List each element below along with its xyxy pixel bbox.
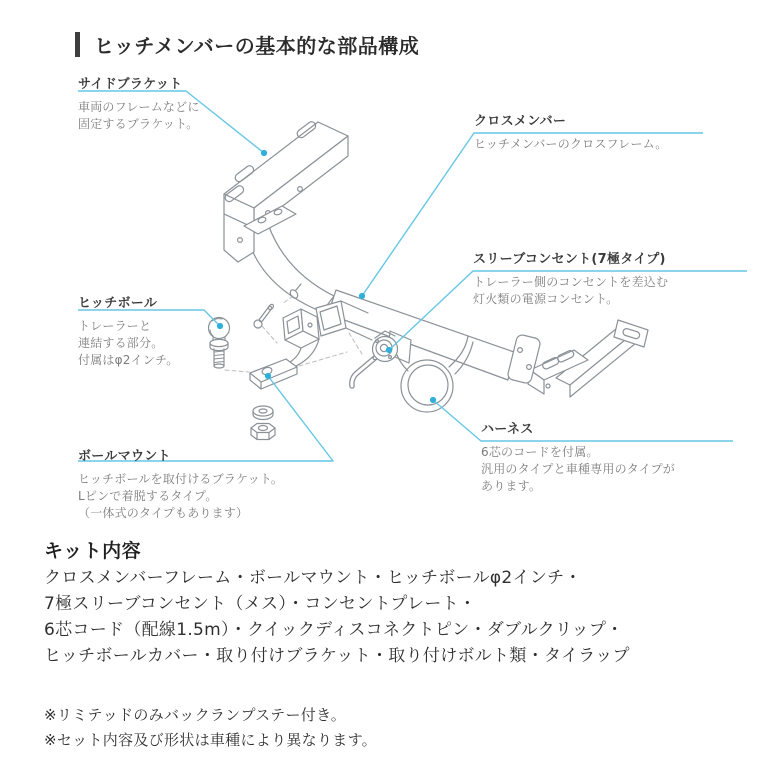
part-title: スリーブコンセント(7極タイプ) (473, 252, 666, 267)
kit-line: 7極スリーブコンセント（メス）・コンセントプレート・ (44, 594, 477, 614)
kit-heading: キット内容 (44, 540, 142, 562)
part-title: サイドブラケット (78, 77, 183, 92)
label-cross-member (474, 110, 667, 153)
footnotes (44, 703, 377, 753)
part-title: ボールマウント (78, 449, 171, 464)
part-description: 6芯のコードを付属。 汎用のタイプと車種専用のタイプが あります。 (481, 445, 676, 493)
part-title: クロスメンバー (474, 114, 567, 129)
side-bracket-drawing (224, 120, 348, 262)
quick-pin-drawing (254, 303, 274, 328)
kit-contents (44, 565, 630, 669)
right-side-bracket-drawing (528, 320, 648, 397)
kit-line: ヒッチボールカバー・取り付けブラケット・取り付けボルト類・タイラップ (44, 646, 630, 666)
footnote: ※リミテッドのみバックランプステー付き。 (44, 706, 347, 724)
footnote: ※セット内容及び形状は車種により異なります。 (44, 731, 377, 749)
part-description: ヒッチメンバーのクロスフレーム。 (474, 137, 668, 151)
page-header (75, 30, 419, 59)
label-harness (481, 418, 675, 495)
label-ball-mount (78, 445, 283, 522)
part-description: ヒッチボールを取付けるブラケット。 Lピンで着脱するタイプ。 （一体式のタイプもあります） (78, 472, 284, 520)
part-title: ハーネス (481, 422, 534, 437)
part-title: ヒッチボール (78, 296, 158, 311)
washer-drawing (253, 406, 273, 420)
nut-drawing (251, 424, 275, 440)
label-side-bracket (78, 73, 200, 133)
label-hitch-ball (78, 292, 179, 369)
part-description: 車両のフレームなどに 固定するブラケット。 (78, 100, 200, 131)
kit-line: クロスメンバーフレーム・ボールマウント・ヒッチボールφ2インチ・ (44, 568, 582, 588)
title-accent-bar (75, 32, 80, 57)
page-title: ヒッチメンバーの基本的な部品構成 (94, 34, 420, 58)
part-description: トレーラー側のコンセントを差込む 灯火類の電源コンセント。 (473, 275, 669, 306)
part-description: トレーラーと 連結する部分。 付属はφ2インチ。 (78, 319, 179, 367)
kit-line: 6芯コード（配線1.5m）・クイックディスコネクトピン・ダブルクリップ・ (44, 620, 624, 640)
label-sleeve-outlet (473, 248, 668, 308)
